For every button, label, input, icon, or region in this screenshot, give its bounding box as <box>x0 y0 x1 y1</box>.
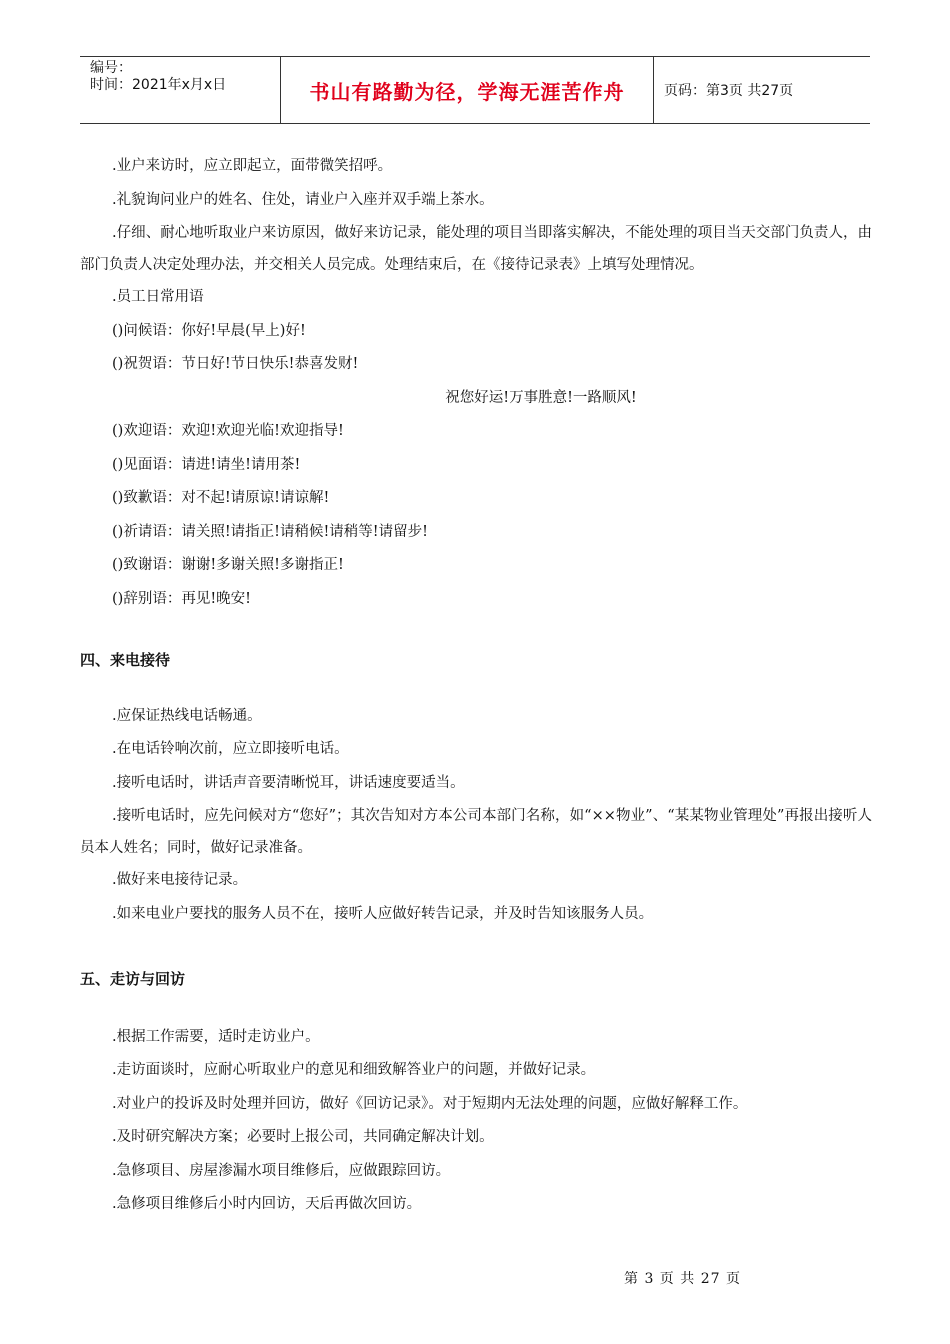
list-item: .接听电话时，应先问候对方“您好”；其次告知对方本公司本部门名称，如“××物业”、“某某物业管理处”再报出接听人员本人姓名；同时，做好记录准备。 <box>80 808 872 856</box>
time-label: 时间：2021年x月x日 <box>90 77 227 93</box>
phrase-congrats: ()祝贺语：节日好!节日快乐!恭喜发财! <box>112 356 359 372</box>
list-item: .做好来电接待记录。 <box>112 872 248 888</box>
phrase-request: ()祈请语：请关照!请指正!请稍候!请稍等!请留步! <box>112 523 428 540</box>
header-meta <box>80 57 281 123</box>
phrase-apology: ()致歉语：对不起!请原谅!请谅解! <box>112 490 330 506</box>
page-footer: 第 3 页 共 27 页 <box>624 1271 741 1287</box>
phrase-farewell: ()辞别语：再见!晚安! <box>112 590 251 607</box>
document-body <box>80 150 872 1222</box>
page-header <box>80 56 870 124</box>
number-label: 编号： <box>90 60 132 76</box>
list-item: .对业户的投诉及时处理并回访，做好《回访记录》。对于短期内无法处理的问题，应做好解释工作。 <box>112 1095 748 1112</box>
paragraph: .业户来访时，应立即起立，面带微笑招呼。 <box>112 158 393 174</box>
header-page-info: 页码：第3页 共27页 <box>664 83 794 99</box>
section-heading: 四、来电接待 <box>80 651 171 669</box>
list-item: .应保证热线电话畅通。 <box>112 707 262 724</box>
phrase-welcome: ()欢迎语：欢迎!欢迎光临!欢迎指导! <box>112 423 344 439</box>
list-item: .如来电业户要找的服务人员不在，接听人应做好转告记录，并及时告知该服务人员。 <box>112 905 654 922</box>
section-heading: 五、走访与回访 <box>80 970 186 988</box>
list-item: .及时研究解决方案；必要时上报公司，共同确定解决计划。 <box>112 1129 494 1145</box>
paragraph: .仔细、耐心地听取业户来访原因，做好来访记录，能处理的项目当即落实解决，不能处理的项目当天交部门负责人，由部门负责人决定处理办法，并交相关人员完成。处理结束后，在《接待记录表》上填写处理情况。 <box>80 225 872 273</box>
list-item: .走访面谈时，应耐心听取业户的意见和细致解答业户的问题，并做好记录。 <box>112 1062 596 1078</box>
phrase-thanks: ()致谢语：谢谢!多谢关照!多谢指正! <box>112 557 344 573</box>
paragraph: .员工日常用语 <box>112 289 204 305</box>
list-item: .急修项目、房屋渗漏水项目维修后，应做跟踪回访。 <box>112 1162 451 1179</box>
list-item: .急修项目维修后小时内回访，天后再做次回访。 <box>112 1196 422 1212</box>
phrase-meeting: ()见面语：请进!请坐!请用茶! <box>112 456 301 473</box>
paragraph: .礼貌询问业户的姓名、住处，请业户入座并双手端上茶水。 <box>112 191 494 208</box>
header-motto: 书山有路勤为径，学海无涯苦作舟 <box>281 57 654 123</box>
phrase-congrats-cont: 祝您好运!万事胜意!一路顺风! <box>445 389 637 406</box>
list-item: .在电话铃响次前，应立即接听电话。 <box>112 741 349 757</box>
list-item: .接听电话时，讲话声音要清晰悦耳，讲话速度要适当。 <box>112 774 465 791</box>
list-item: .根据工作需要，适时走访业户。 <box>112 1028 320 1045</box>
phrase-greeting: ()问候语：你好!早晨(早上)好! <box>112 322 306 339</box>
